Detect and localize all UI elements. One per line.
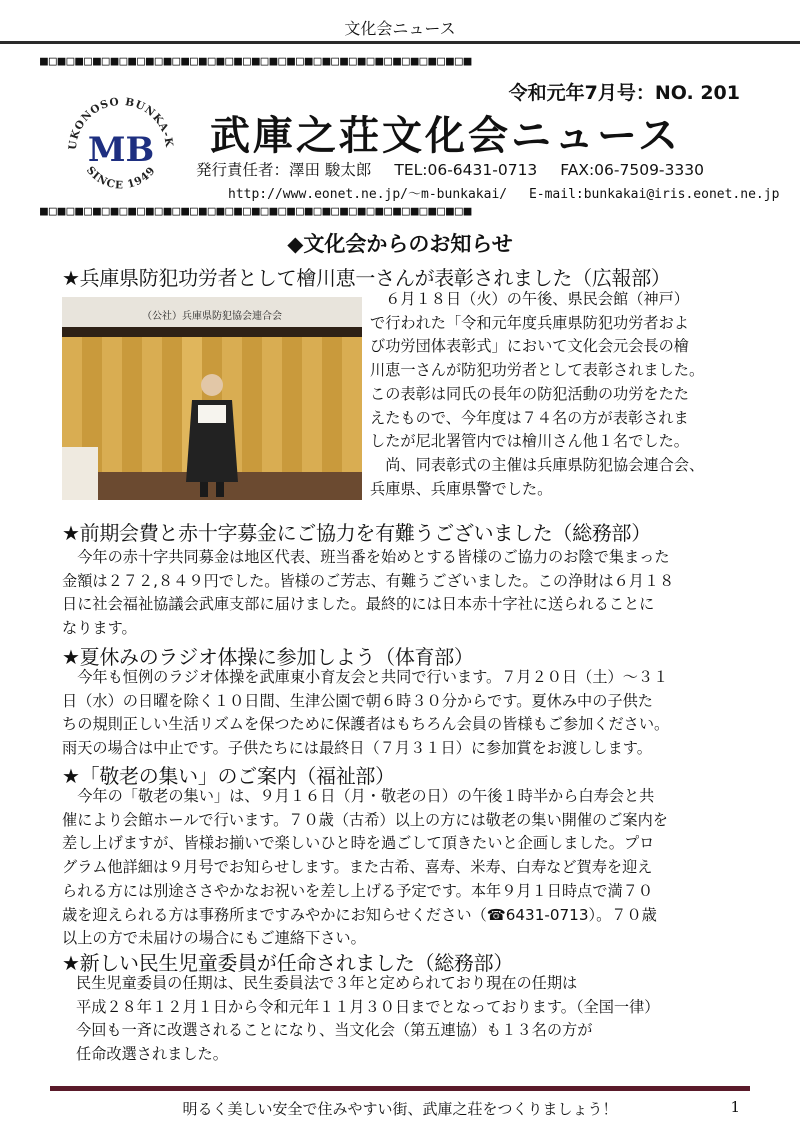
article-heading-fees-donation: ★前期会費と赤十字募金にご協力を有難うございました（総務部） <box>62 521 651 545</box>
logo-initials: MB <box>87 130 155 170</box>
body-line: 今年も恒例のラジオ体操を武庫東小育友会と共同で行います。７月２０日（土）～３１ <box>62 668 669 686</box>
page-number: 1 <box>730 1098 740 1116</box>
body-line: えたもので、今年度は７４名の方が表彰されま <box>370 408 689 427</box>
body-line: グラム他詳細は９月号でお知らせします。また古希、喜寿、米寿、白寿など賀寿を迎え <box>62 858 653 877</box>
body-line: 以上の方で未届けの場合にもご連絡下さい。 <box>62 929 366 948</box>
body-line: られる方には別途ささやかなお祝いを差し上げる予定です。本年９月１日時点で満７０ <box>62 881 654 900</box>
article-body-welfare-commissioners <box>76 972 766 1067</box>
footer-rule <box>50 1086 750 1091</box>
body-line: 日（水）の日曜を除く１０日間、生津公園で朝６時３０分からです。夏休み中の子供た <box>62 691 653 710</box>
photo-banner-text: （公社）兵庫県防犯協会連合会 <box>142 311 282 322</box>
body-line: で行われた「令和元年度兵庫県防犯功労者およ <box>370 313 689 332</box>
footer-slogan: 明るく美しい安全で住みやすい街、武庫之荘をつくりましょう！ <box>182 1100 618 1118</box>
body-line: 今回も一斉に改選されることになり、当文化会（第五連協）も１３名の方が <box>76 1021 593 1040</box>
website-link[interactable]: http://www.eonet.ne.jp/～m-bunkakai/ <box>228 187 508 202</box>
body-line: この表彰は同氏の長年の防犯活動の功労をたた <box>370 384 689 403</box>
body-line: 今年の赤十字共同募金は地区代表、班当番を始めとする皆様のご協力のお陰で集まった <box>62 548 670 566</box>
article-body-crime-award <box>370 288 770 501</box>
body-line: 歳を迎えられる方は事務所まですみやかにお知らせください（☎6431-0713）。７０歳 <box>62 905 657 924</box>
logo-seal-icon <box>62 88 180 206</box>
email-link[interactable]: E-mail:bunkakai@iris.eonet.ne.jp <box>528 187 780 202</box>
body-line: 川恵一さんが防犯功労者として表彰されました。 <box>370 361 705 380</box>
body-line: 日に社会福祉協議会武庫支部に届けました。最終的には日本赤十字社に送られることに <box>62 595 655 614</box>
header-rule <box>0 41 800 44</box>
publisher-responsible: 発行責任者：澤田 駿太郎 <box>196 161 372 179</box>
decorative-row-top: ■□■□■□■□■□■□■□■□■□■□■□■□■□■□■□■□■□■□■□■□■□■□■□■□■ <box>40 54 473 69</box>
newsletter-title: 武庫之荘文化会ニュース <box>210 112 681 159</box>
body-line: 差し上げますが、皆様お揃いで楽しいひと時を過ごして頂きたいと企画しました。プロ <box>62 834 655 853</box>
contact-links <box>228 183 793 202</box>
article-body-elderly-gathering <box>62 785 762 951</box>
award-ceremony-photo <box>62 297 362 500</box>
article-heading-crime-award: ★兵庫県防犯功労者として檜川恵一さんが表彰されました（広報部） <box>62 266 671 290</box>
section-heading: ◆文化会からのお知らせ <box>287 232 513 256</box>
body-line: ６月１８日（火）の午後、県民会館（神戸） <box>370 290 689 308</box>
publisher-tel: TEL:06-6431-0713 <box>394 161 538 179</box>
publisher-info <box>196 158 722 180</box>
body-line: 平成２８年１２月１日から令和元年１１月３０日までとなっております。（全国一律） <box>76 997 660 1016</box>
body-line: なります。 <box>62 619 137 638</box>
body-line: したが尼北署管内では檜川さん他１名でした。 <box>370 432 689 451</box>
body-line: 兵庫県、兵庫県警でした。 <box>370 479 553 498</box>
body-line: 尚、同表彰式の主催は兵庫県防犯協会連合会、 <box>370 455 705 474</box>
body-line: び功労団体表彰式」において文化会元会長の檜 <box>370 337 689 356</box>
running-header: 文化会ニュース <box>344 19 456 38</box>
body-line: 金額は２７２,８４９円でした。皆様のご芳志、有難うございました。この浄財は６月１８ <box>62 571 675 590</box>
article-heading-radio-exercise: ★夏休みのラジオ体操に参加しよう（体育部） <box>62 645 474 669</box>
body-line: ちの規則正しい生活リズムを保つために保護者はもちろん会員の皆様もご参加ください。 <box>62 715 670 734</box>
issue-number: 令和元年7月号：NO. 201 <box>508 82 740 104</box>
organization-logo <box>62 88 180 206</box>
logo-arc-text: UKONOSO BUNKA-K <box>66 95 176 151</box>
body-line: 民生児童委員の任期は、民生委員法で３年と定められており現在の任期は <box>76 974 578 992</box>
decorative-row-bottom: ■□■□■□■□■□■□■□■□■□■□■□■□■□■□■□■□■□■□■□■□■□■□■□■□■ <box>40 204 473 219</box>
article-body-radio-exercise <box>62 666 762 761</box>
article-heading-welfare-commissioners: ★新しい民生児童委員が任命されました（総務部） <box>62 951 514 975</box>
publisher-fax: FAX:06-7509-3330 <box>560 161 704 179</box>
logo-since-text: SINCE 1949 <box>83 164 159 192</box>
body-line: 任命改選されました。 <box>76 1045 228 1064</box>
article-heading-elderly-gathering: ★「敬老の集い」のご案内（福祉部） <box>62 764 395 788</box>
body-line: 今年の「敬老の集い」は、９月１６日（月・敬老の日）の午後１時半から白寿会と共 <box>62 787 655 805</box>
article-body-fees-donation <box>62 546 762 641</box>
body-line: 雨天の場合は中止です。子供たちには最終日（７月３１日）に参加賞をお渡しします。 <box>62 739 652 758</box>
body-line: 催により会館ホールで行います。７０歳（古希）以上の方には敬老の集い開催のご案内を <box>62 810 668 829</box>
